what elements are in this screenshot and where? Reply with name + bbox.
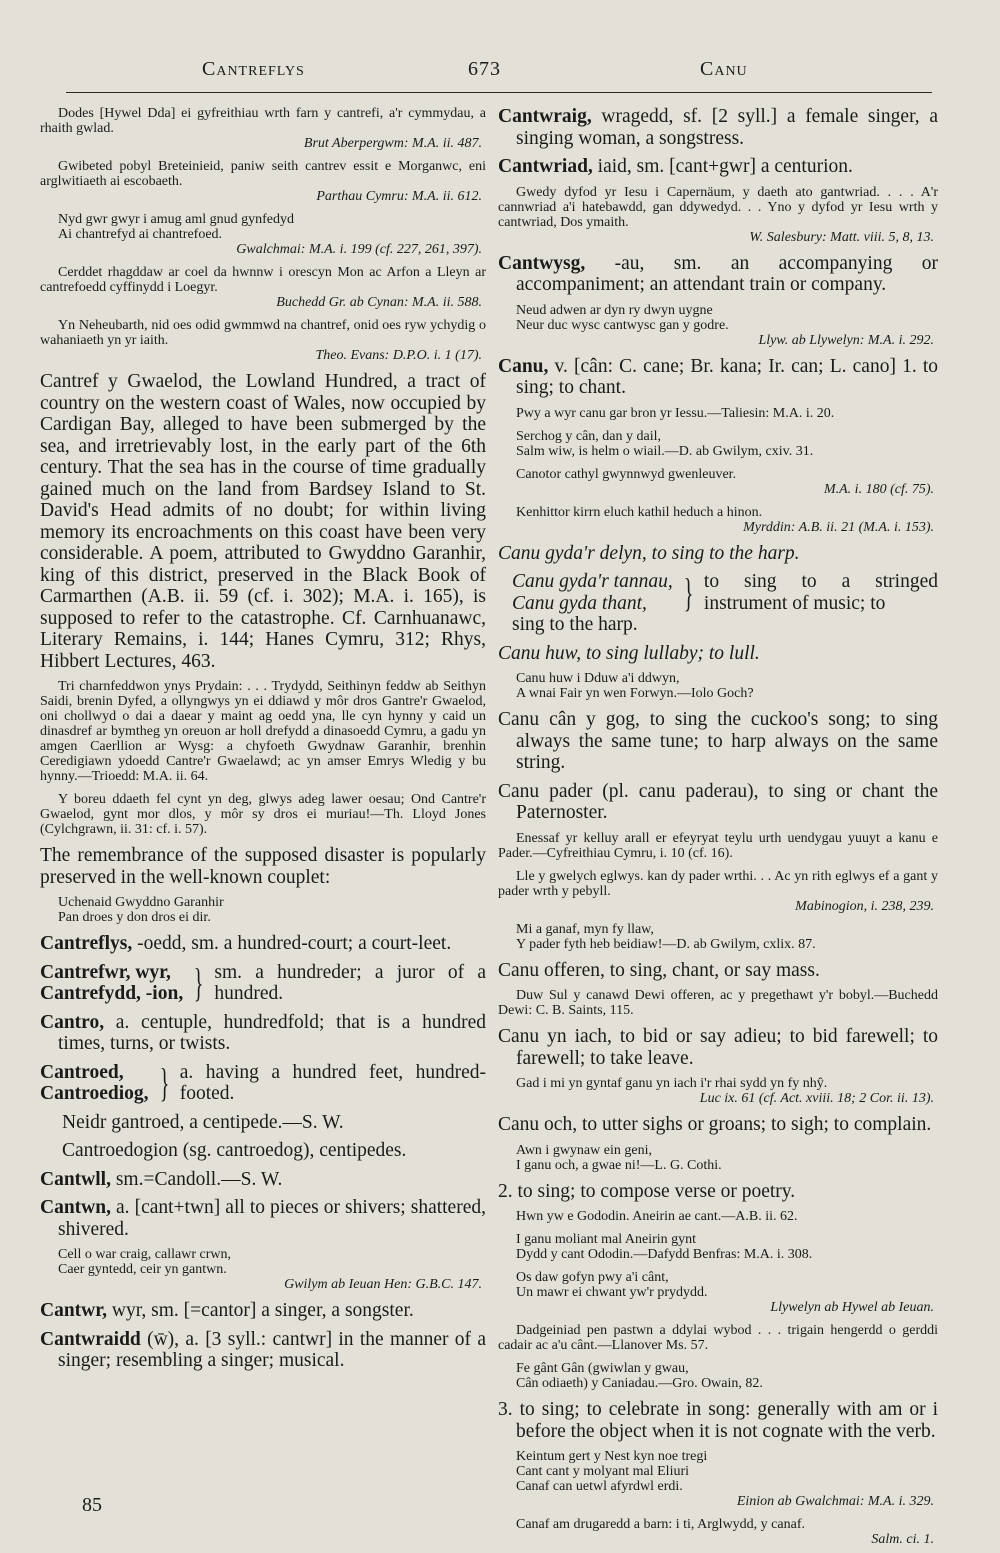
- right-column: Cantwraig, wragedd, sf. [2 syll.] a female singer, a singing woman, a songstress. Cantwriad, iaid, sm. [cant+gwr] a centurion. Gwedy dyfod yr Iesu i Capernäum, y daeth ato gantwriad. . . . A'r cannwriad a'i hatebawdd, gan ddywedyd. . . Yno y dyfod yr Iesu wrth y cantwriad, Dos ymaith. W. Salesbury: Matt. viii. 5, 8, 13. Cantwysg, -au, sm. an accompanying or accompaniment; an attendant train or company. Neud adwen ar dyn ry dwyn uygne Neur duc wysc cantwysc gan y godre. Llyw. ab Llywelyn: M.A. i. 292. Canu, v. [cân: C. cane; Br. kana; Ir. can; L. cano] 1. to sing; to chant. Pwy a wyr canu gar bron yr Iessu.—Taliesin: M.A. i. 20. Serchog y cân, dan y dail, Salm wiw, is helm o wiail.—D. ab Gwilym, cxiv. 31. Canotor cathyl gwynnwyd gwenleuver. M.A. i. 180 (cf. 75). Kenhittor kirrn eluch kathil heduch a hinon. Myrddin: A.B. ii. 21 (M.A. i. 153). Canu gyda'r delyn, to sing to the harp. Canu gyda'r tannau, Canu gyda thant, } to sing to a stringed instrument of music; to sing to the harp. Canu huw, to sing lullaby; to lull. Canu huw i Dduw a'i ddwyn, A wnai Fair yn wen Forwyn.—Iolo Goch? Canu cân y gog, to sing the cuckoo's song; to sing always the same tune; to harp always on the same string. Canu pader (pl. canu paderau), to sing or chant the Paternoster. Enessaf yr kelluy arall er efeyryat teylu urth uendygau yuuyt a kanu e Pader.—Cyfreithiau Cymru, i. 10 (cf. 16). Lle y gwelych eglwys. kan dy pader wrthi. . . Ac yn rith eglwys ef a gant y pader wrth y pebyll. Mabinogion, i. 238, 239. Mi a ganaf, myn fy llaw, Y pader fyth heb beidiaw!—D. ab Gwilym, cxlix. 87. Canu offeren, to sing, chant, or say mass. Duw Sul y canawd Dewi offeren, ac y pregethawt y'r bobyl.—Buchedd Dewi: C. B. Saints, 115. Canu yn iach, to bid or say adieu; to bid farewell; to farewell; to take leave. Gad i mi yn gyntaf ganu yn iach i'r rhai sydd yn fy nhŷ. Luc ix. 61 (cf. Act. xviii. 18; 2 Cor. ii. 13). Canu och, to utter sighs or groans; to sigh; to complain. Awn i gwynaw ein geni, I ganu och, a gwae ni!—L. G. Cothi. 2. to sing; to compose verse or poetry. Hwn yw e Gododin. Aneirin ae cant.—A.B. ii. 62. I ganu moliant mal Aneirin gynt Dydd y cant Ododin.—Dafydd Benfras: M.A. i. 308. Os daw gofyn pwy a'i cânt, Un mawr ei chwant yw'r prydydd. Llywelyn ab Hywel ab Ieuan. Dadgeiniad pen pastwn a ddylai wybod . . . trigain hengerdd o gerddi cadair ac a'u cânt.—Llanover Ms. 57. Fe gânt Gân (gwiwlan y gwau, Cân odiaeth) y Caniadau.—Gro. Owain, 82. 3. to sing; to celebrate in song: generally with am or i before the object when it is not cognate with the verb. Keintum gert y Nest kyn noe tregi Cant cant y molyant mal Eliuri Canaf can uetwl afyrdwl erdi. Einion ab Gwalchmai: M.A. i. 329. Canaf am drugaredd a barn: i ti, Arglwydd, y canaf. Salm. ci. 1.: [498, 106, 938, 1547]
- entry-cantref-y-gwaelod: Cantref y Gwaelod, the Lowland Hundred, a tract of country on the western coast of Wales, now occupied by Cardigan Bay, alleged to have been submerged by the sea, and irretrievably lost, in the early part of the 6th century. That the sea has in the course of time gradually gained much on the land from Bardsey Island to St. David's Head admits of no doubt; for within living memory its encroachments on this coast have been very considerable. A poem, attributed to Gwyddno Garanhir, king of this district, preserved in the Black Book of Carmarthen (A.B. ii. 59 (cf. i. 302); M.A. i. 165), is supposed to refer to the catastrophe. Cf. Carnhuanawc, Literary Remains, i. 144; Hanes Cymru, 312; Rhys, Hibbert Lectures, 463.: [40, 371, 486, 672]
- subentry-canu-yn-iach: Canu yn iach, to bid or say adieu; to bid farewell; to farewell; to take leave.: [498, 1026, 938, 1069]
- quotation: Nyd gwr gwyr i amug aml gnud gynfedyd Ai chantrefyd ai chantrefoed. Gwalchmai: M.A. i. 199 (cf. 227, 261, 397).: [40, 212, 486, 257]
- quotation: I ganu moliant mal Aneirin gynt Dydd y cant Ododin.—Dafydd Benfras: M.A. i. 308.: [516, 1232, 813, 1262]
- quotation: Serchog y cân, dan y dail, Salm wiw, is helm o wiail.—D. ab Gwilym, cxiv. 31.: [516, 428, 814, 459]
- headword: Cantwraig,: [498, 106, 592, 127]
- quotation-source: Gwilym ab Ieuan Hen: G.B.C. 147.: [284, 1277, 482, 1292]
- entry-canu: Canu, v. [cân: C. cane; Br. kana; Ir. can; L. cano] 1. to sing; to chant.: [498, 355, 938, 398]
- subentry-canu-och: Canu och, to utter sighs or groans; to sigh; to complain.: [498, 1114, 932, 1135]
- subentry-canu-pader: Canu pader (pl. canu paderau), to sing or chant the Paternoster.: [498, 780, 938, 823]
- quotation: Canu huw i Dduw a'i ddwyn, A wnai Fair yn wen Forwyn.—Iolo Goch?: [516, 671, 754, 701]
- entry-cantwriad: Cantwriad, iaid, sm. [cant+gwr] a centurion.: [498, 156, 853, 177]
- entry-cantwraidd: Cantwraidd (w̄), a. [3 syll.: cantwr] in the manner of a singer; resembling a singer; musical.: [40, 1328, 486, 1371]
- headword: Cantrefwr, wyr,: [40, 961, 171, 983]
- subentry-neidr-gantroed: Neidr gantroed, a centipede.—S. W.: [62, 1111, 344, 1133]
- quotation-source: W. Salesbury: Matt. viii. 5, 8, 13.: [749, 229, 934, 245]
- headword: Cantwysg,: [498, 252, 586, 274]
- quotation: Tri charnfeddwon ynys Prydain: . . . Trydydd, Seithinyn feddw ab Seithyn Saidi, brenin Dyfed, a ollyngwys yn ei ddiawd y môr dros Gantre'r Gwaelod, oni chollwyd o dai a daear y maint ag oedd yna, lle cyn hynny y caid un dinasdref ar bymtheg yn oreuon ar holl drefydd a dinasoedd Cymru, a gadu yn amgen Caerllion ar Wysg: a chyfoeth Gwydnaw Garanhir, brenhin Ceredigiawn ydoedd Cantre'r Gwaelawd; ac yn amser Emrys Wledig y bu hynny.—Trioedd: M.A. ii. 64.: [40, 679, 486, 784]
- header-right-guideword: Canu: [700, 58, 748, 80]
- quotation: Enessaf yr kelluy arall er efeyryat teylu urth uendygau yuuyt a kanu e Pader.—Cyfreithiau Cymru, i. 10 (cf. 16).: [498, 830, 938, 861]
- headword: Cantwriad,: [498, 156, 593, 177]
- entry-cantwr: Cantwr, wyr, sm. [=cantor] a singer, a songster.: [40, 1300, 414, 1321]
- quotation: Lle y gwelych eglwys. kan dy pader wrthi. . . Ac yn rith eglwys ef a gant y pader wrth y pebyll. Mabinogion, i. 238, 239.: [498, 868, 938, 914]
- quotation: Kenhittor kirrn eluch kathil heduch a hinon. Myrddin: A.B. ii. 21 (M.A. i. 153).: [498, 505, 938, 535]
- brace: }: [683, 569, 694, 615]
- quotation: Dodes [Hywel Dda] ei gyfreithiau wrth farn y cantrefi, a'r cymmydau, a rhaith gwlad. Brut Aberpergwm: M.A. ii. 487.: [40, 106, 486, 151]
- entry-cantwn: Cantwn, a. [cant+twn] all to pieces or shivers; shattered, shivered.: [40, 1197, 486, 1240]
- quotation: Y boreu ddaeth fel cynt yn deg, glwys adeg lawer oesau; Ond Cantre'r Gwaelod, gynt mor dlos, y môr sy dros ei muriau!—Th. Lloyd Jones (Cylchgrawn, ii. 31: cf. i. 57).: [40, 792, 486, 837]
- brace: }: [159, 1060, 169, 1105]
- quotation-source: Luc ix. 61 (cf. Act. xviii. 18; 2 Cor. ii. 13).: [699, 1091, 934, 1106]
- quotation: Neud adwen ar dyn ry dwyn uygne Neur duc wysc cantwysc gan y godre. Llyw. ab Llywelyn: M.A. i. 292.: [498, 303, 938, 348]
- quotation-source: Salm. ci. 1.: [871, 1532, 934, 1547]
- subentry-cantroedogion: Cantroedogion (sg. cantroedog), centipedes.: [62, 1140, 407, 1161]
- quotation-source: Myrddin: A.B. ii. 21 (M.A. i. 153).: [743, 519, 934, 535]
- subentry-canu-gydar-delyn: Canu gyda'r delyn, to sing to the harp.: [498, 542, 800, 564]
- brace: }: [194, 960, 204, 1005]
- headword: Cantwn,: [40, 1197, 111, 1218]
- subentry-canu-huw: Canu huw, to sing lullaby; to lull.: [498, 642, 760, 664]
- quotation: Dadgeiniad pen pastwn a ddylai wybod . . . trigain hengerdd o gerddi cadair ac a'u cânt.—Llanover Ms. 57.: [498, 1323, 938, 1353]
- quotation: Mi a ganaf, myn fy llaw, Y pader fyth heb beidiaw!—D. ab Gwilym, cxlix. 87.: [516, 921, 816, 952]
- quotation: Gwibeted pobyl Breteinieid, paniw seith cantrev essit e Morganwc, eni arglwitiaeth ai escobaeth. Parthau Cymru: M.A. ii. 612.: [40, 159, 486, 204]
- headword: Cantwr,: [40, 1300, 107, 1321]
- sense-2: 2. to sing; to compose verse or poetry.: [498, 1180, 796, 1202]
- headword: Cantroed,: [40, 1061, 124, 1083]
- quotation: Yn Neheubarth, nid oes odid gwmmwd na chantref, onid oes ryw ychydig o wahaniaeth yn yr iaith. Theo. Evans: D.P.O. i. 1 (17).: [40, 318, 486, 363]
- subentry-canu-offeren: Canu offeren, to sing, chant, or say mass.: [498, 959, 820, 981]
- quotation-source: Llywelyn ab Hywel ab Ieuan.: [770, 1300, 934, 1315]
- paragraph: The remembrance of the supposed disaster is popularly preserved in the well-known couplet:: [40, 845, 486, 888]
- entry-cantwraig: Cantwraig, wragedd, sf. [2 syll.] a female singer, a singing woman, a songstress.: [498, 106, 938, 149]
- headword: Cantreflys,: [40, 933, 133, 954]
- entry-cantro: Cantro, a. centuple, hundredfold; that is a hundred times, turns, or twists.: [40, 1011, 486, 1054]
- headword: Cantrefydd, -ion,: [40, 983, 184, 1004]
- quotation: Cell o war craig, callawr crwn, Caer gyntedd, ceir yn gantwn. Gwilym ab Ieuan Hen: G.B.C. 147.: [40, 1247, 486, 1292]
- subentry-canu-can-y-gog: Canu cân y gog, to sing the cuckoo's song; to sing always the same tune; to harp always on the same string.: [498, 709, 938, 773]
- quotation: Os daw gofyn pwy a'i cânt, Un mawr ei chwant yw'r prydydd. Llywelyn ab Hywel ab Ieuan.: [498, 1270, 938, 1315]
- entry-cantrefwr: Cantrefwr, wyr, Cantrefydd, -ion, } sm. a hundreder; a juror of a hundred.: [40, 960, 486, 1005]
- quotation: Awn i gwynaw ein geni, I ganu och, a gwae ni!—L. G. Cothi.: [516, 1142, 722, 1173]
- quotation-source: Einion ab Gwalchmai: M.A. i. 329.: [736, 1494, 934, 1509]
- running-header: [0, 56, 1000, 86]
- quotation-source: Gwalchmai: M.A. i. 199 (cf. 227, 261, 397).: [236, 242, 482, 257]
- quotation-source: Buchedd Gr. ab Cynan: M.A. ii. 588.: [276, 295, 482, 310]
- quotation: Hwn yw e Gododin. Aneirin ae cant.—A.B. ii. 62.: [516, 1209, 798, 1224]
- entry-cantroed: Cantroed, Cantroediog, } a. having a hundred feet, hundred-footed.: [40, 1060, 486, 1105]
- quotation: Gad i mi yn gyntaf ganu yn iach i'r rhai sydd yn fy nhŷ. Luc ix. 61 (cf. Act. xviii. 18; 2 Cor. ii. 13).: [498, 1076, 938, 1106]
- headword: Cantwll,: [40, 1168, 111, 1190]
- page-number: 673: [468, 58, 501, 80]
- subentry-canu-gydar-tannau: Canu gyda'r tannau, Canu gyda thant, } to sing to a stringed instrument of music; to: [512, 569, 938, 615]
- entry-cantwysg: Cantwysg, -au, sm. an accompanying or accompaniment; an attendant train or company.: [498, 252, 938, 295]
- quotation: Canotor cathyl gwynnwyd gwenleuver. M.A. i. 180 (cf. 75).: [498, 467, 938, 497]
- sense-3: 3. to sing; to celebrate in song: generally with am or i before the object when it is not cognate with the verb.: [498, 1399, 938, 1442]
- quotation: Cerddet rhagddaw ar coel da hwnnw i orescyn Mon ac Arfon a Lleyn ar cantrefoedd cyffinydd i Loegyr. Buchedd Gr. ab Cynan: M.A. ii. 588.: [40, 265, 486, 310]
- left-column: [40, 106, 486, 1536]
- quotation: Duw Sul y canawd Dewi offeren, ac y pregethawt y'r bobyl.—Buchedd Dewi: C. B. Saints, 115.: [498, 988, 938, 1018]
- quotation: Gwedy dyfod yr Iesu i Capernäum, y daeth ato gantwriad. . . . A'r cannwriad a'i hatebawdd, gan ddywedyd. . . Yno y dyfod yr Iesu wrth y cantwriad, Dos ymaith. W. Salesbury: Matt. viii. 5, 8, 13.: [498, 184, 938, 245]
- header-left-guideword: Cantreflys: [202, 58, 305, 80]
- entry-cantwll: Cantwll, sm.=Candoll.—S. W.: [40, 1168, 283, 1190]
- headword: Canu,: [498, 355, 549, 377]
- quotation: Uchenaid Gwyddno Garanhir Pan droes y don dros ei dir.: [58, 895, 224, 925]
- quotation: Keintum gert y Nest kyn noe tregi Cant cant y molyant mal Eliuri Canaf can uetwl afyrdwl erdi. Einion ab Gwalchmai: M.A. i. 329.: [498, 1449, 938, 1509]
- header-rule: [66, 92, 932, 93]
- quotation: Canaf am drugaredd a barn: i ti, Arglwydd, y canaf. Salm. ci. 1.: [498, 1517, 938, 1547]
- quotation-source: Llyw. ab Llywelyn: M.A. i. 292.: [758, 332, 934, 348]
- quotation-source: M.A. i. 180 (cf. 75).: [823, 481, 934, 497]
- headword: Cantwraidd: [40, 1328, 141, 1350]
- headword: Cantroediog,: [40, 1083, 149, 1104]
- quotation-source: Theo. Evans: D.P.O. i. 1 (17).: [315, 348, 482, 363]
- quotation: Pwy a wyr canu gar bron yr Iessu.—Taliesin: M.A. i. 20.: [516, 405, 835, 421]
- entry-cantreflys: Cantreflys, -oedd, sm. a hundred-court; a court-leet.: [40, 933, 452, 954]
- quotation-source: Brut Aberpergwm: M.A. ii. 487.: [303, 136, 482, 151]
- quotation-source: Mabinogion, i. 238, 239.: [795, 898, 934, 914]
- quotation: Fe gânt Gân (gwiwlan y gwau, Cân odiaeth) y Caniadau.—Gro. Owain, 82.: [516, 1361, 763, 1391]
- signature-mark: 85: [82, 1494, 102, 1516]
- headword: Cantro,: [40, 1011, 105, 1033]
- quotation-source: Parthau Cymru: M.A. ii. 612.: [316, 189, 482, 204]
